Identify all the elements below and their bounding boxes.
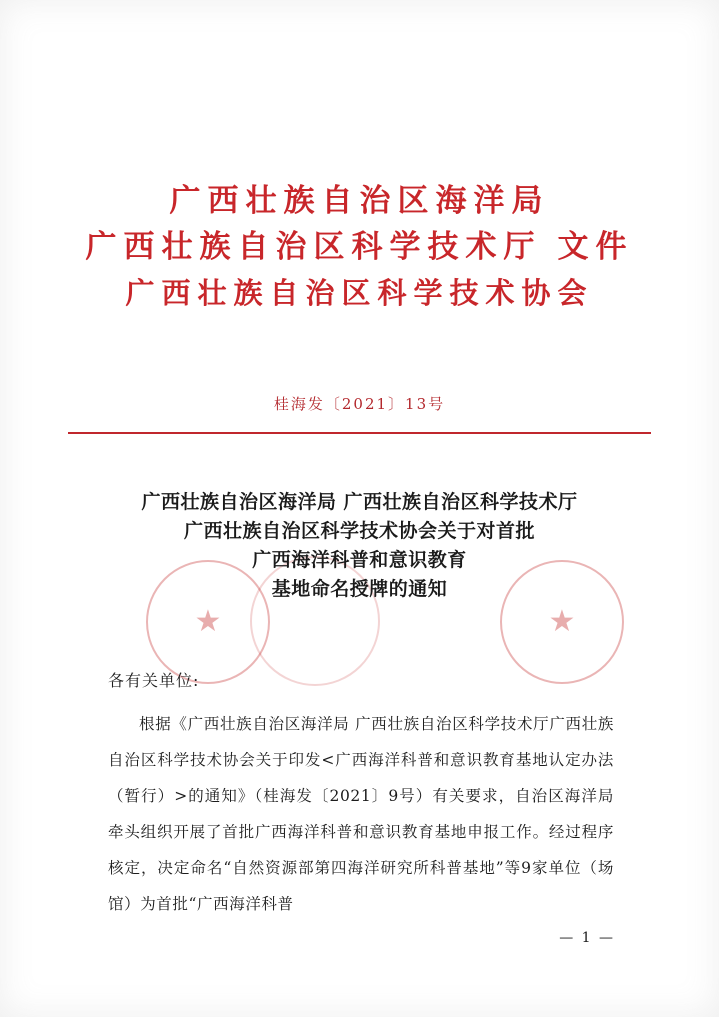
masthead-line-2-text: 广西壮族自治区科学技术厅 — [85, 229, 542, 265]
star-icon: ★ — [194, 604, 222, 639]
page-number: — 1 — — [559, 930, 615, 946]
masthead-line-2 — [0, 224, 719, 270]
star-icon: ★ — [548, 604, 576, 639]
body-paragraph-1: 根据《广西壮族自治区海洋局 广西壮族自治区科学技术厅广西壮族自治区科学技术协会关于印发<广西海洋科普和意识教育基地认定办法（暂行）>的通知》（桂海发〔2021〕9号）有关要求，自治区海洋局牵头组织开展了首批广西海洋科普和意识教育基地申报工作。经过程序核定，决定命名“自然资源部第四海洋研究所科普基地”等9家单位（场馆）为首批“广西海洋科普 — [108, 715, 614, 913]
document-title — [70, 488, 649, 604]
red-divider-rule — [68, 432, 651, 434]
body-text — [108, 706, 614, 922]
masthead-line-3: 广西壮族自治区科学技术协会 — [125, 276, 594, 310]
document-number: 桂海发〔2021〕13号 — [273, 395, 446, 413]
masthead-wenjian-label: 文件 — [557, 229, 634, 265]
title-line-2: 广西壮族自治区科学技术协会关于对首批 — [183, 520, 535, 542]
title-line-1: 广西壮族自治区海洋局 广西壮族自治区科学技术厅 — [141, 491, 578, 513]
masthead — [0, 178, 719, 316]
title-line-3: 广西海洋科普和意识教育 — [252, 549, 467, 571]
masthead-line-1: 广西壮族自治区海洋局 — [169, 183, 550, 219]
salutation: 各有关单位: — [108, 671, 200, 690]
title-line-4: 基地命名授牌的通知 — [271, 578, 448, 600]
